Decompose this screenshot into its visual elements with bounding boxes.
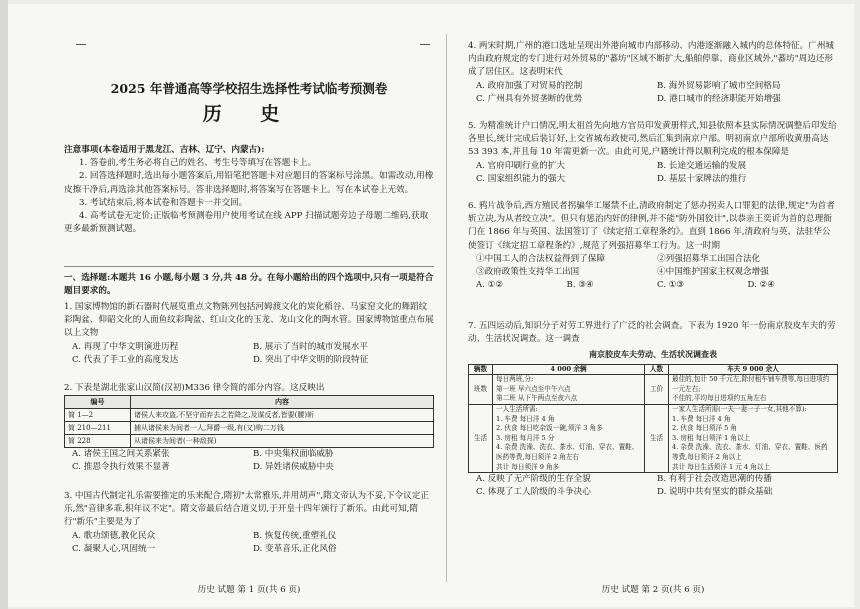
options <box>468 80 838 106</box>
option-a[interactable]: A. 官府印刷行业的扩大 <box>476 160 566 171</box>
wage-line: 不佳的,平均每日进项约五角左右 <box>672 394 767 403</box>
option-a[interactable]: A. 再现了中华文明演进历程 <box>72 341 179 352</box>
row-label-life: 生活 <box>645 404 669 472</box>
table-cell: 简 1—2 <box>65 409 131 422</box>
statement-item: ③政府政策性支持华工出国 <box>476 267 580 278</box>
row-label-wage: 工价 <box>645 375 669 405</box>
family-item: 3. 房租 每日须洋 1 角以上 <box>672 433 751 442</box>
question-stem: 6. 鸦片战争后,西方殖民者拐骗华工屡禁不止,清政府制定了惩办拐卖人口罪犯的法律,规定"为首者斩立决,为从者绞立决"。但只有惩治内奸的律例,并不能"防外国狡计",以恭亲王奕䜣为首的总理衙门在 1866 年与英国、法国签订了《续定招工章程条约》。直到 1866 年,清政府与英、法驻华公使签订《续定招工章程条约》,规范了列强招募华工行为。这一时期 <box>468 201 835 251</box>
option-d[interactable]: D. 港口城市的经济职能开始增强 <box>657 93 781 104</box>
notes-title: 注意事项(本卷适用于黑龙江、吉林、辽宁、内蒙古): <box>64 145 265 155</box>
table-row <box>469 404 838 472</box>
table-row <box>65 422 434 435</box>
note-item: 3. 考试结束后,将本试卷和答题卡一并交回。 <box>79 197 248 208</box>
table-header: 内容 <box>131 396 434 409</box>
option-b[interactable]: B. 展示了当时的城市发展水平 <box>253 341 368 352</box>
table-cell <box>493 375 645 405</box>
option-c[interactable]: C. ①③ <box>657 280 685 291</box>
statement-item: ②列强招募华工出国合法化 <box>657 253 761 264</box>
row-label-shifts: 班数 <box>469 375 493 405</box>
family-item: 4. 杂费 洗澡、洗衣、茶水、灯油、穿衣、置鞋、医药等费,每日须洋 2 角以上 <box>672 443 828 461</box>
options <box>468 160 838 186</box>
note-item: 2. 回答选择题时,选出每小题答案后,用铅笔把答题卡对应题目的答案标号涂黑。如需改动,用橡皮擦干净后,再选涂其他答案标号。答非选择题时,将答案写在答题卡上。写在本试卷上无效。 <box>64 171 434 195</box>
option-b[interactable]: B. ③④ <box>566 280 594 291</box>
table-header: 编号 <box>65 396 131 409</box>
column-divider <box>446 34 447 582</box>
question-1 <box>64 301 434 367</box>
option-d[interactable]: D. 基层十家牌法的推行 <box>657 173 747 184</box>
table-cell <box>669 375 838 405</box>
option-d[interactable]: D. 说明中共有坚实的群众基础 <box>657 487 773 498</box>
option-b[interactable]: B. 长途交通运输的发展 <box>657 160 747 171</box>
options <box>64 341 434 367</box>
family-item: 1. 车费 每日洋 4 角 <box>672 414 731 423</box>
question-stem: 2. 下表是湖北张家山汉简(汉初)M336 律令简的部分内容。这反映出 <box>64 383 325 393</box>
question-stem: 7. 五四运动后,知识分子对劳工界进行了广泛的社会调查。下表为 1920 年一份南京胶皮车夫的劳动、生活状况调查。这一调查 <box>468 321 836 345</box>
option-d[interactable]: D. 突出了中华文明的阶段特征 <box>253 354 369 365</box>
notes-block <box>64 144 434 236</box>
option-c[interactable]: C. 代表了手工业的高度发达 <box>72 354 179 365</box>
question-stem: 3. 中国古代制定礼乐需要推定的乐来配合,隋初"太常雅乐,并用胡声",隋文帝认为不妥,下令议定正乐,然"音律多乖,积年议不定"。隋文帝最后结合道义切,于开皇十四年颁行了新乐。由此可知,隋行"新乐"主要是为了 <box>64 491 429 528</box>
option-b[interactable]: B. 恢复传统,重塑礼仪 <box>253 530 337 541</box>
table-cell: 捕从诸侯来为间者一人,拜爵一级,有(又)购二万钱 <box>131 422 434 435</box>
option-d[interactable]: D. ②④ <box>747 280 775 291</box>
option-c[interactable]: C. 体现了工人阶级的斗争决心 <box>476 487 591 498</box>
exam-sheet <box>8 4 854 607</box>
option-c[interactable]: C. 广州具有外贸垄断的优势 <box>476 93 583 104</box>
option-d[interactable]: D. 变革音乐,正化风俗 <box>253 543 337 554</box>
table-row <box>65 435 434 448</box>
table-cell: 诸侯人来攻盗,不坚守而弃去之若降之,及谋反者,皆要(腰)斩 <box>131 409 434 422</box>
single-title: 一人生活所需: <box>496 404 538 413</box>
option-a[interactable]: A. ①② <box>476 280 504 291</box>
question-4 <box>468 40 838 106</box>
option-c[interactable]: C. 推恩令执行效果不显著 <box>72 462 170 473</box>
option-d[interactable]: D. 异姓诸侯威胁中央 <box>253 462 334 473</box>
family-item: 2. 伙食 每日须洋 5 角 <box>672 424 738 433</box>
table-header: 人数 <box>645 364 669 375</box>
option-a[interactable]: A. 政府加强了对贸易的控制 <box>476 80 583 91</box>
single-item: 4. 杂费 洗澡、洗衣、茶水、灯油、穿衣、置鞋、医药等费,每日须洋 2 角左右 <box>496 443 639 461</box>
survey-table <box>468 364 838 474</box>
option-a[interactable]: A. 诸侯王国之间关系紧张 <box>72 449 170 460</box>
single-item: 1. 车费 每日洋 4 角 <box>496 414 555 423</box>
shift-line: 第二班 从下午两点至夜六点 <box>496 394 578 403</box>
statement-item: ①中国工人的合法权益得到了保障 <box>476 253 605 264</box>
row-label-life: 生活 <box>469 404 493 472</box>
note-item: 4. 高考试卷无定价;正版临考预测卷用户使用考试在线 APP 扫描试题旁边子母题二维码,获取更多最新预测试题。 <box>64 211 429 235</box>
exam-title: 2025 年普通高等学校招生选择性考试临考预测卷 <box>110 81 388 96</box>
table-header: 辆数 <box>469 364 493 375</box>
table-cell: 4 000 余辆 <box>493 364 645 375</box>
page-footer-left: 历史 试题 第 1 页(共 6 页) <box>197 585 301 595</box>
statement-list <box>468 253 838 279</box>
question-stem: 1. 国家博物馆的新石器时代展览重点文物陈列包括河姆渡文化的炭化稻谷、马家窑文化的舞蹈纹彩陶盆、仰韶文化的人面鱼纹彩陶盆、红山文化的玉龙、龙山文化的陶水管。国家博物馆重点布展以上文物 <box>64 302 434 339</box>
table-row <box>469 375 838 405</box>
option-b[interactable]: B. 中央集权面临威胁 <box>253 449 334 460</box>
question-7 <box>468 320 838 500</box>
options <box>64 530 434 556</box>
question-3 <box>64 490 434 556</box>
table-cell <box>669 404 838 472</box>
single-item: 2. 伙食 每日吃杂饭一碗,须洋 3 角多 <box>496 424 603 433</box>
option-b[interactable]: B. 海外贸易影响了城市空间格局 <box>657 80 781 91</box>
option-a[interactable]: A. 歌功颂德,教化民众 <box>72 530 156 541</box>
page-footer-right: 历史 试题 第 2 页(共 6 页) <box>601 585 705 595</box>
note-item: 1. 答卷前,考生务必将自己的姓名、考生号等填写在答题卡上。 <box>79 158 317 169</box>
family-title: 一家人生活所需(一夫一妻一子一女,其他不算): <box>672 404 807 413</box>
family-total: 共计 每日生活须洋 1 元 4 角以上 <box>672 462 770 471</box>
option-c[interactable]: C. 国家组织能力的强大 <box>476 173 566 184</box>
statute-table <box>64 395 434 448</box>
single-item: 3. 房租 每月洋 5 分 <box>496 433 555 442</box>
shift-line: 第一班 早六点至中午六点 <box>496 384 571 393</box>
question-5 <box>468 120 838 186</box>
scan-edge <box>0 0 8 609</box>
table-cell: 从诸侯来为间者(一种敌探) <box>131 435 434 448</box>
question-2 <box>64 382 434 475</box>
options <box>468 473 838 499</box>
section-heading: 一、选择题:本题共 16 小题,每小题 3 分,共 48 分。在每小题给出的四个选项中,只有一项是符合题目要求的。 <box>64 273 434 297</box>
survey-table-title: 南京胶皮车夫劳动、生活状况调查表 <box>589 349 717 360</box>
subject-title: 历 史 <box>202 103 296 125</box>
table-cell: 简 210—211 <box>65 422 131 435</box>
crop-mark-right <box>420 44 430 50</box>
option-a[interactable]: A. 反映了无产阶级的生存全貌 <box>476 474 591 485</box>
wage-line: 最佳的,包计 50 千元左,除付租车铺车费等,每日进项约一元左右; <box>672 375 830 393</box>
table-cell: 简 228 <box>65 435 131 448</box>
single-total: 共计 每日须洋 9 角多 <box>496 462 560 471</box>
options <box>64 448 434 474</box>
table-cell: 车夫 9 000 余人 <box>669 364 838 375</box>
question-stem: 4. 两宋时期,广州的港口选址呈现出外港向城市内部移动、内港逐渐融入城内的总体特征。广州城内由政府规定的专门进行对外贸易的"蕃坊"区域不断扩大,船舶停靠、商业区域外,"蕃坊"周边还形成了居住区。这表明宋代 <box>468 41 835 78</box>
question-stem: 5. 为精准统计户口情况,明太祖首先向地方官员印发黄册样式,知县依照本县实际情况调整后印发给各里长,统计完成后装订好,上交省城布政使司,然后汇集到南京户部。明初南京户部所收黄册高达 53 393 本,并且每 10 年需更新一次。由此可见,户籍统计得以顺利完成的根本保障是 <box>468 121 837 158</box>
crop-mark-left <box>76 44 86 50</box>
table-row <box>65 409 434 422</box>
option-c[interactable]: C. 凝聚人心,巩固统一 <box>72 543 156 554</box>
statement-item: ④中国维护国家主权观念增强 <box>657 267 769 278</box>
notes-rule <box>64 266 434 267</box>
option-b[interactable]: B. 有利于社会改造思潮的传播 <box>657 474 772 485</box>
shift-line: 每日两班,分: <box>496 375 534 384</box>
table-cell <box>493 404 645 472</box>
options <box>468 279 838 292</box>
question-6 <box>468 200 838 292</box>
